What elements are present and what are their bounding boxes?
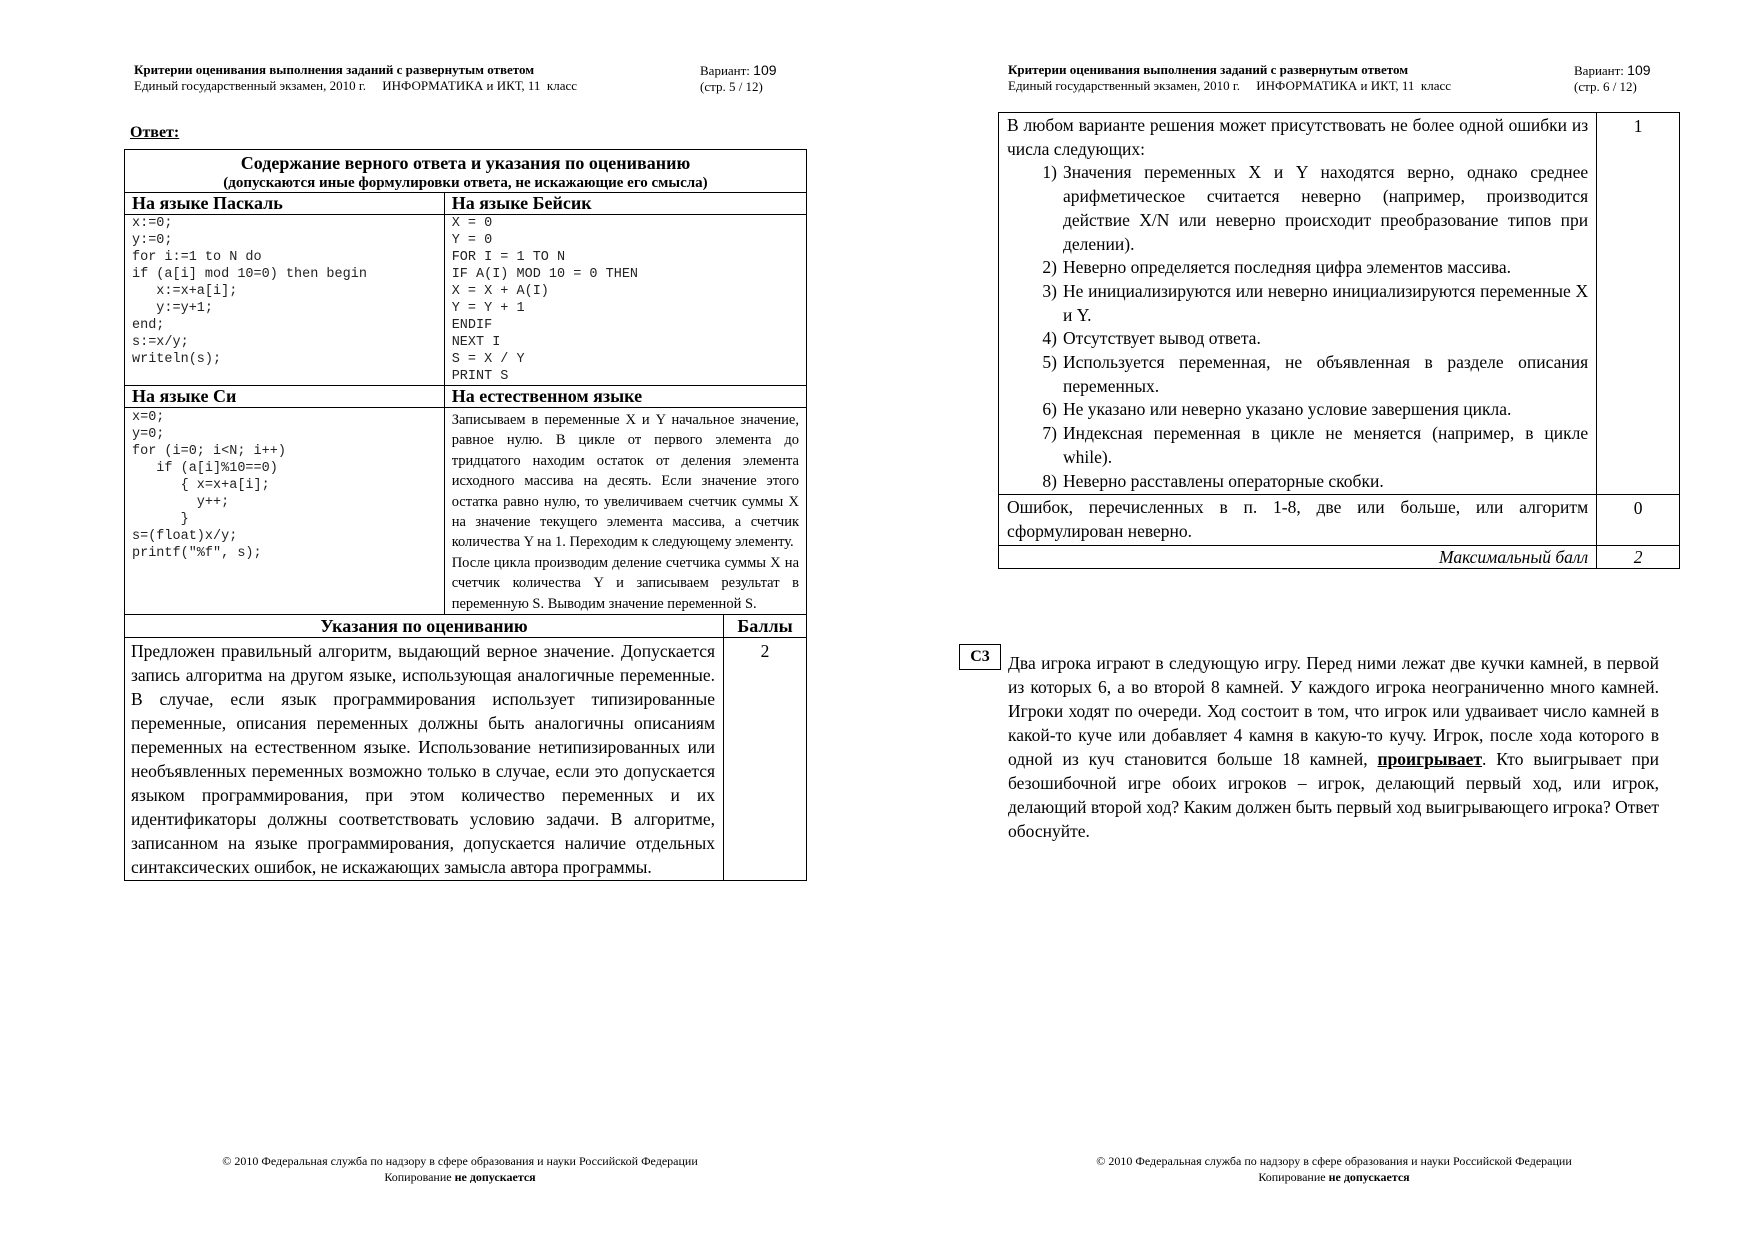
item-text: Значения переменных X и Y находятся верно, однако среднее арифметическое считается неверно (например, производится действие X/N или неверно происходит преобразование типов при делении). (1063, 162, 1589, 254)
guidance-score: 2 (724, 638, 807, 881)
score-1: 1 (1597, 113, 1680, 495)
footer-copy-bold: не допускается (454, 1170, 536, 1184)
variant-label: Вариант: (700, 63, 750, 78)
variant-number: 109 (753, 62, 777, 78)
natural-paragraph-2: После цикла производим деление счетчика суммы X на счетчик количества Y и записываем результат в переменную S. Выводим значение переменной S. (451, 554, 799, 612)
variant-label: Вариант: (1574, 63, 1624, 78)
header-title: Критерии оценивания выполнения заданий с развернутым ответом (134, 62, 535, 77)
item-number: 8) (1042, 470, 1057, 491)
max-score-label: Максимальный балл (999, 545, 1597, 568)
basic-title: На языке Бейсик (444, 193, 806, 215)
item-number: 3) (1042, 280, 1057, 301)
list-item (1007, 351, 1588, 398)
page-5-variant (700, 62, 777, 95)
basic-code: X = 0 Y = 0 FOR I = 1 TO N IF A(I) MOD 10 = 0 THEN X = X + A(I) Y = Y + 1 ENDIF NEXT I S = X / Y PRINT S (444, 215, 806, 386)
variant-number: 109 (1627, 62, 1651, 78)
item-text: Отсутствует вывод ответа. (1063, 328, 1261, 349)
item-number: 5) (1042, 352, 1057, 373)
page-6-footer (1054, 1153, 1614, 1185)
table-caption (125, 150, 807, 193)
task-text-end: . Кто выигрывает при безошибочной игре обоих игроков – игрок, делающий первый ход, или игрок, делающий второй ход? Каким должен быть первый ход выигрывающего игрока? Ответ обоснуйте. (1008, 749, 1659, 841)
footer-copy-normal: Копирование (384, 1170, 455, 1184)
pascal-code: x:=0; y:=0; for i:=1 to N do if (a[i] mod 10=0) then begin x:=x+a[i]; y:=y+1; end; s:=x/y; writeln(s); (125, 215, 445, 386)
item-text: Неверно определяется последняя цифра элементов массива. (1063, 257, 1512, 278)
caption-main: Содержание верного ответа и указания по оцениванию (240, 153, 691, 173)
guidance-text: Предложен правильный алгоритм, выдающий верное значение. Допускается запись алгоритма на другом языке, использующая аналогичные переменные. В случае, если язык программирования использует типизированные переменные, описания переменных должны быть аналогичны описаниям переменных на естественном языке. Использование нетипизированных или необъявленных переменных возможно только в случае, если это допускается языком программирования, при этом количество переменных и их идентификаторы должны соответствовать условию задачи. В алгоритме, записанном на языке программирования, допускается наличие отдельных синтаксических ошибок, не искажающих замысла автора программы. (125, 638, 724, 881)
criteria-list (1007, 161, 1588, 493)
score-0: 0 (1597, 495, 1680, 545)
task-c3-text (1008, 651, 1659, 843)
page-6-header (1008, 62, 1451, 94)
answer-table (124, 149, 807, 881)
item-number: 4) (1042, 328, 1057, 349)
list-item (1007, 280, 1588, 327)
item-text: Индексная переменная в цикле не меняется (например, в цикле while). (1063, 423, 1589, 467)
natural-paragraph-1: Записываем в переменные X и Y начальное значение, равное нулю. В цикле от первого элемента до тридцатого находим остаток от деления элемента исходного массива на десять. Если значение этого остатка равно нулю, то увеличиваем счетчик суммы X на значение текущего элемента массива, а счетчик количества Y на 1. Переходим к следующему элементу. (451, 412, 799, 551)
natural-title: На естественном языке (444, 386, 806, 408)
guidance-header: Указания по оцениванию (125, 615, 724, 638)
task-text-emphasis: проигрывает (1377, 749, 1483, 769)
answer-label: Ответ: (130, 124, 180, 141)
page-6-variant (1574, 62, 1651, 95)
list-item (1007, 398, 1588, 422)
header-title: Критерии оценивания выполнения заданий с развернутым ответом (1008, 62, 1409, 77)
item-text: Не указано или неверно указано условие завершения цикла. (1063, 399, 1512, 420)
natural-description (444, 408, 806, 615)
pascal-title: На языке Паскаль (125, 193, 445, 215)
criteria-intro: В любом варианте решения может присутствовать не более одной ошибки из числа следующих: (1007, 115, 1589, 159)
list-item (1007, 422, 1588, 469)
c-code: x=0; y=0; for (i=0; i<N; i++) if (a[i]%10==0) { x=x+a[i]; y++; } s=(float)x/y; printf("%f", s); (125, 408, 445, 615)
footer-copy-bold: не допускается (1328, 1170, 1410, 1184)
header-subtitle: Единый государственный экзамен, 2010 г. ИНФОРМАТИКА и ИКТ, 11 класс (1008, 78, 1452, 93)
task-text-start: Два игрока играют в следующую игру. Перед ними лежат две кучки камней, в первой из которых 6, а во второй 8 камней. У каждого игрока неограниченно много камней. Игроки ходят по очереди. Ход состоит в том, что игрок или удваивает число камней в какой-то куче или добавляет 4 камня в какую-то кучу. Игрок, после хода которого в одной из куч становится больше 18 камней, (1008, 653, 1659, 769)
list-item (1007, 161, 1588, 256)
list-item (1007, 256, 1588, 280)
c-title: На языке Си (125, 386, 445, 408)
item-number: 6) (1042, 399, 1057, 420)
page-number: (стр. 5 / 12) (700, 79, 763, 94)
criteria-row-2: Ошибок, перечисленных в п. 1-8, две или больше, или алгоритм сформулирован неверно. (999, 495, 1597, 545)
criteria-table (998, 112, 1680, 569)
list-item (1007, 327, 1588, 351)
header-subtitle: Единый государственный экзамен, 2010 г. ИНФОРМАТИКА и ИКТ, 11 класс (134, 78, 578, 93)
footer-copy-normal: Копирование (1258, 1170, 1329, 1184)
caption-sub: (допускаются иные формулировки ответа, не искажающие его смысла) (223, 175, 708, 191)
footer-copyright: © 2010 Федеральная служба по надзору в сфере образования и науки Российской Федерации (1096, 1154, 1572, 1168)
criteria-row-1 (999, 113, 1597, 495)
max-score-value: 2 (1597, 545, 1680, 568)
item-text: Используется переменная, не объявленная в разделе описания переменных. (1063, 352, 1589, 396)
item-number: 2) (1042, 257, 1057, 278)
item-text: Неверно расставлены операторные скобки. (1063, 470, 1384, 491)
list-item (1007, 470, 1588, 494)
task-label-c3: С3 (959, 644, 1001, 670)
page-5-footer (180, 1153, 740, 1185)
page-number: (стр. 6 / 12) (1574, 79, 1637, 94)
page-5-header (134, 62, 577, 94)
score-header: Баллы (724, 615, 807, 638)
item-number: 7) (1042, 423, 1057, 444)
footer-copyright: © 2010 Федеральная служба по надзору в сфере образования и науки Российской Федерации (222, 1154, 698, 1168)
item-number: 1) (1042, 162, 1057, 183)
item-text: Не инициализируются или неверно инициализируются переменные X и Y. (1063, 280, 1589, 325)
